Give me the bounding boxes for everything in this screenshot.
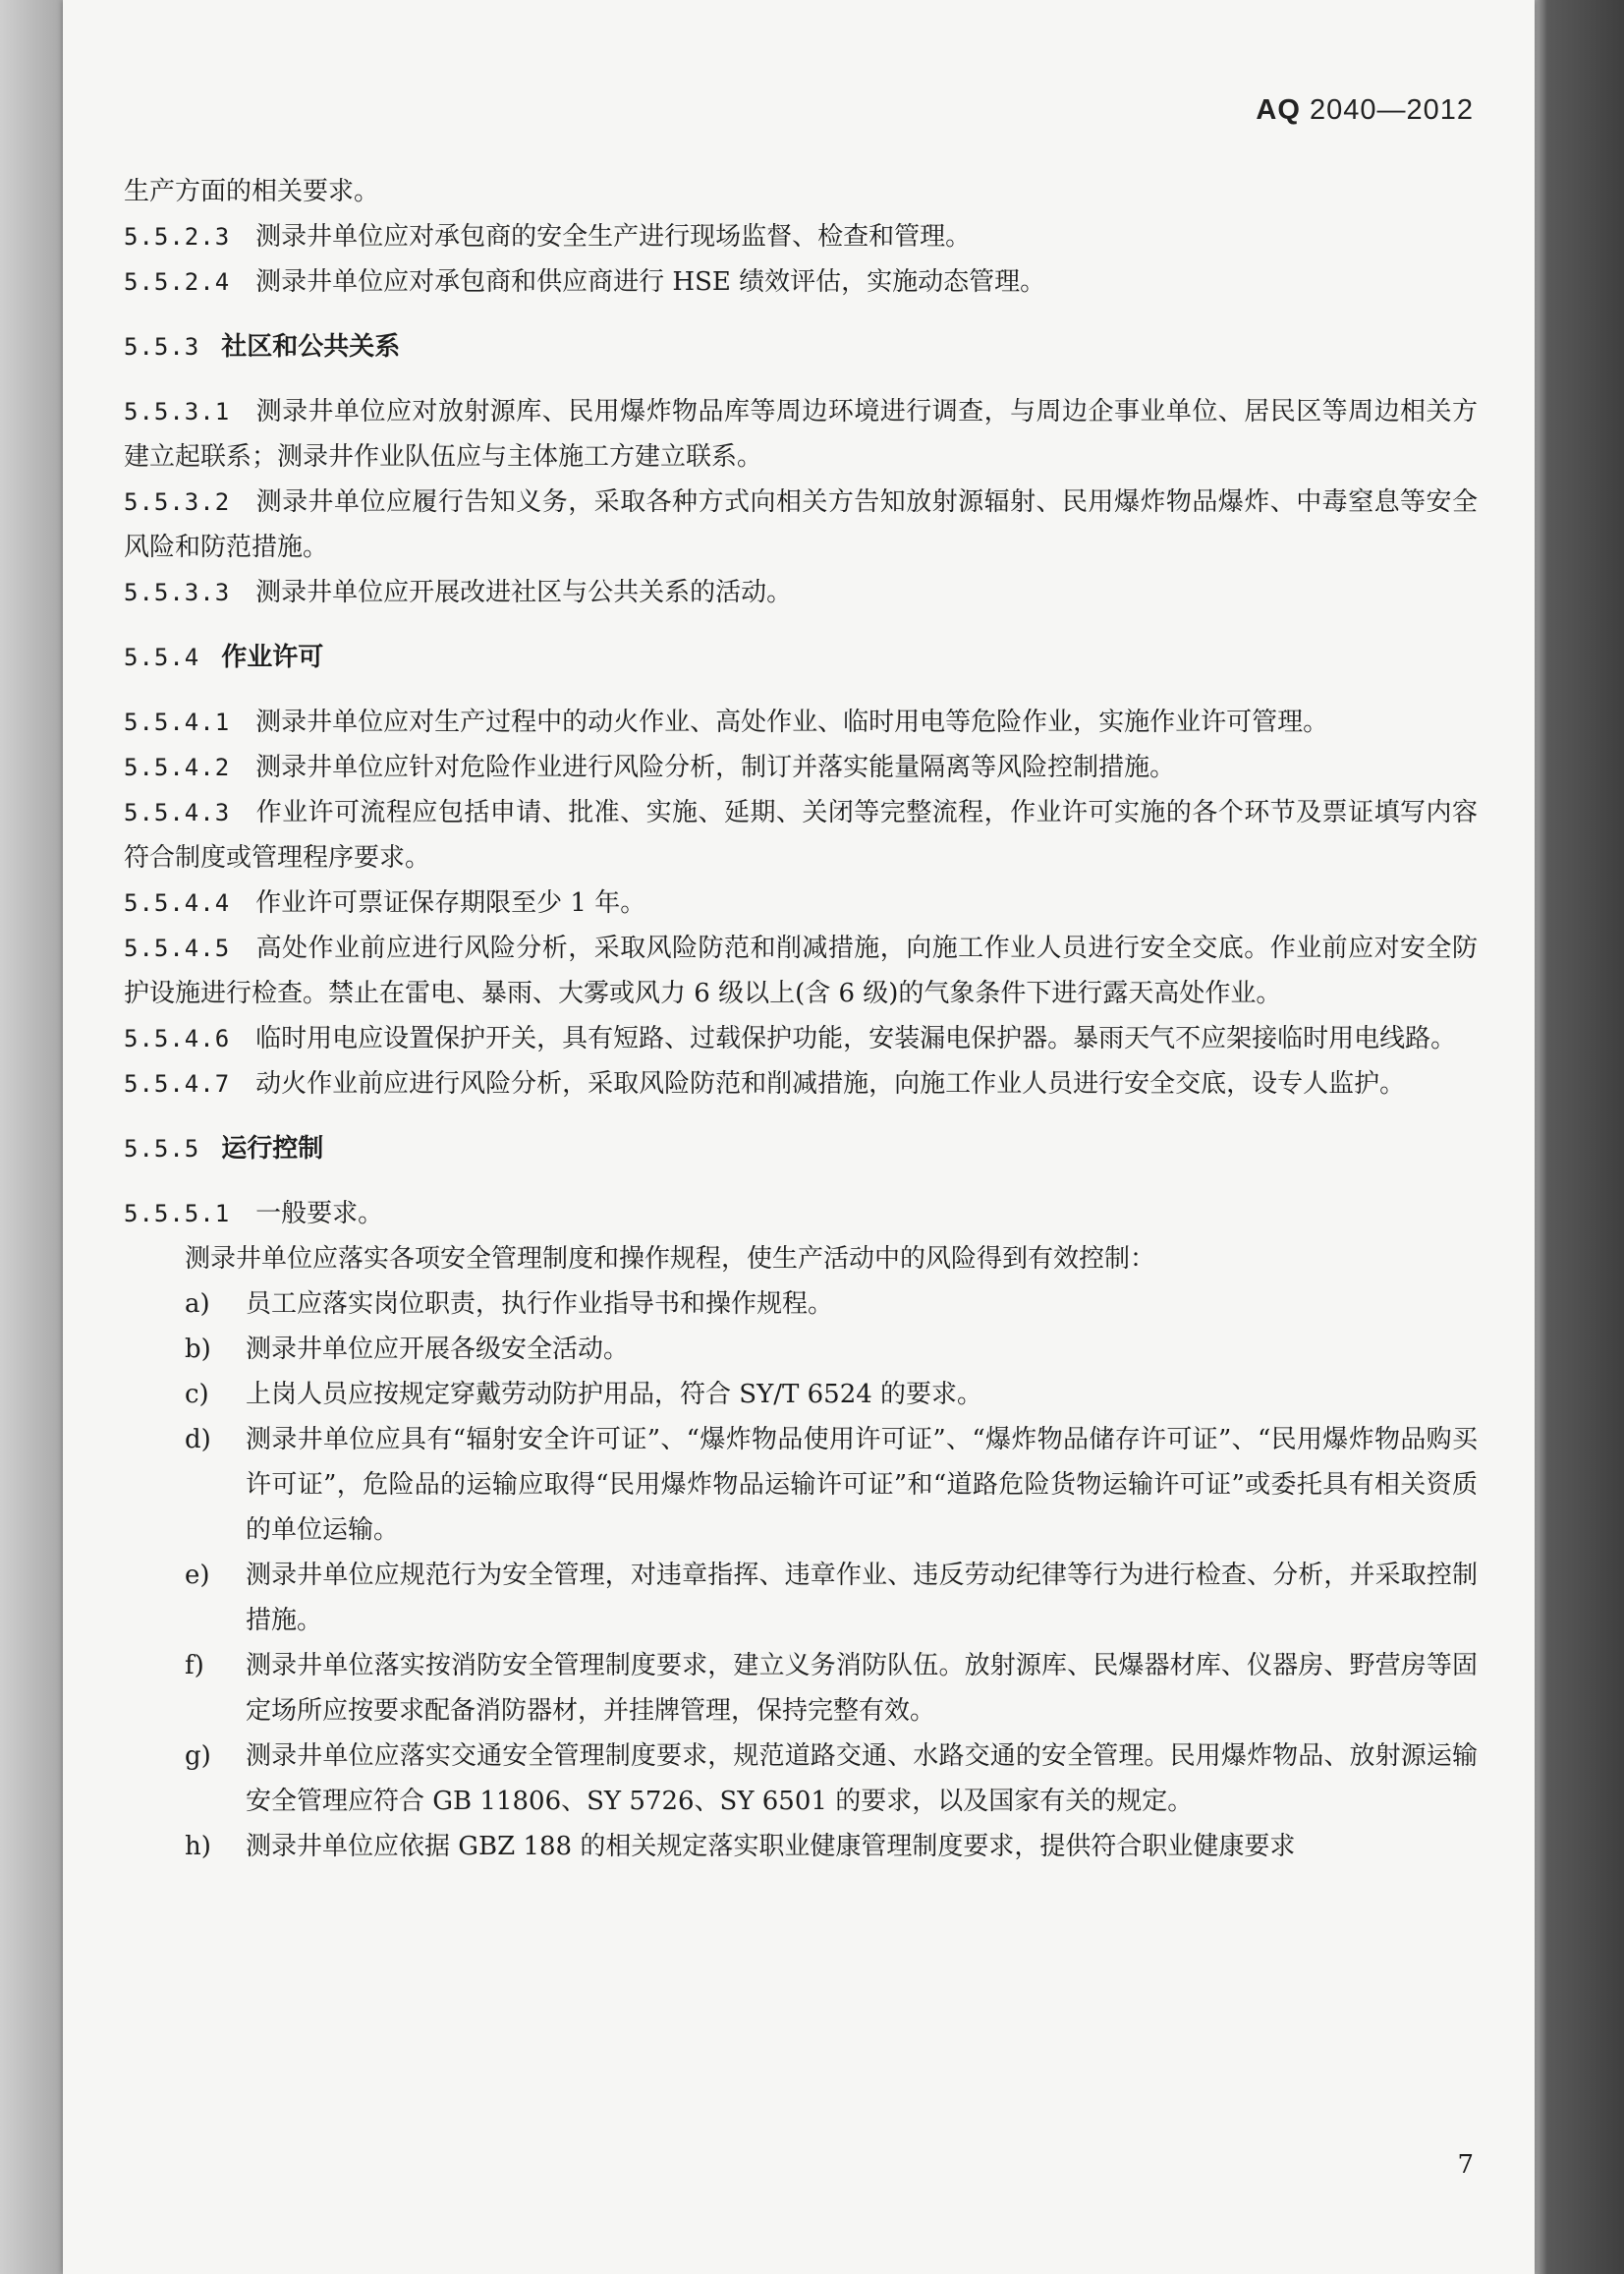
clause-number: 5.5.4.4 <box>124 889 231 917</box>
clause-5-5-3-2 <box>124 480 1478 570</box>
list-marker: d) <box>185 1425 211 1454</box>
list-item-f <box>124 1643 1478 1734</box>
clause-number: 5.5.4.2 <box>124 754 231 781</box>
clause-number: 5.5.5.1 <box>124 1200 231 1227</box>
clause-number: 5.5.4.7 <box>124 1070 231 1098</box>
section-title: 作业许可 <box>221 643 324 672</box>
clause-5-5-3-3 <box>124 570 1478 615</box>
clause-5-5-2-3 <box>124 214 1478 259</box>
list-marker: a) <box>185 1289 210 1319</box>
clause-5-5-4-3 <box>124 790 1478 881</box>
clause-text: 动火作业前应进行风险分析，采取风险防范和削减措施，向施工作业人员进行安全交底，设专人监护。 <box>255 1069 1406 1099</box>
section-heading-5-5-5 <box>124 1126 1478 1171</box>
clause-text: 测录井单位应履行告知义务，采取各种方式向相关方告知放射源辐射、民用爆炸物品爆炸、中毒窒息等安全风险和防范措施。 <box>124 487 1478 562</box>
list-item-h <box>124 1824 1478 1869</box>
list-text: 上岗人员应按规定穿戴劳动防护用品，符合 SY/T 6524 的要求。 <box>246 1380 983 1409</box>
list-marker: f) <box>185 1651 204 1680</box>
section-number: 5.5.3 <box>124 333 200 361</box>
list-item-g <box>124 1734 1478 1824</box>
list-marker: g) <box>185 1741 211 1771</box>
clause-5-5-5-1-body: 测录井单位应落实各项安全管理制度和操作规程，使生产活动中的风险得到有效控制： <box>185 1244 1156 1274</box>
list-marker: c) <box>185 1380 209 1409</box>
list-text: 测录井单位应具有“辐射安全许可证”、“爆炸物品使用许可证”、“爆炸物品储存许可证”、“民用爆炸物品购买许可证”，危险品的运输应取得“民用爆炸物品运输许可证”和“道路危险货物运输许可证”或委托具有相关资质的单位运输。 <box>246 1425 1478 1545</box>
clause-text: 测录井单位应对放射源库、民用爆炸物品库等周边环境进行调查，与周边企事业单位、居民区等周边相关方建立起联系；测录井作业队伍应与主体施工方建立联系。 <box>124 397 1478 472</box>
clause-number: 5.5.4.1 <box>124 709 231 736</box>
clause-number: 5.5.4.5 <box>124 935 231 962</box>
section-heading-5-5-3 <box>124 324 1478 370</box>
section-title: 运行控制 <box>221 1134 324 1164</box>
clause-number: 5.5.4.3 <box>124 799 231 826</box>
list-text: 测录井单位应落实交通安全管理制度要求，规范道路交通、水路交通的安全管理。民用爆炸物品、放射源运输安全管理应符合 GB 11806、SY 5726、SY 6501 的要求，以及国家有关的规定。 <box>246 1741 1478 1816</box>
clause-text: 测录井单位应对生产过程中的动火作业、高处作业、临时用电等危险作业，实施作业许可管理。 <box>255 708 1329 737</box>
section-title: 社区和公共关系 <box>221 332 401 362</box>
section-heading-5-5-4 <box>124 635 1478 680</box>
list-marker: b) <box>185 1335 211 1364</box>
clause-text: 测录井单位应针对危险作业进行风险分析，制订并落实能量隔离等风险控制措施。 <box>255 753 1176 782</box>
list-text: 测录井单位应依据 GBZ 188 的相关规定落实职业健康管理制度要求，提供符合职业健康要求 <box>246 1832 1296 1861</box>
clause-text: 临时用电应设置保护开关，具有短路、过载保护功能，安装漏电保护器。暴雨天气不应架接临时用电线路。 <box>255 1024 1457 1053</box>
list-text: 测录井单位应规范行为安全管理，对违章指挥、违章作业、违反劳动纪律等行为进行检查、分析，并采取控制措施。 <box>246 1561 1478 1635</box>
list-item-e <box>124 1553 1478 1643</box>
clause-text: 作业许可票证保存期限至少 1 年。 <box>255 888 646 918</box>
list-item-b <box>124 1327 1478 1372</box>
clause-5-5-4-2 <box>124 745 1478 790</box>
clause-number: 5.5.3.2 <box>124 488 231 516</box>
document-body <box>124 169 1478 1869</box>
clause-number: 5.5.2.3 <box>124 223 231 251</box>
clause-text: 测录井单位应对承包商的安全生产进行现场监督、检查和管理。 <box>255 222 972 252</box>
section-number: 5.5.4 <box>124 644 200 671</box>
clause-5-5-2-4 <box>124 259 1478 305</box>
clause-number: 5.5.3.3 <box>124 579 231 606</box>
clause-5-5-4-5 <box>124 926 1478 1016</box>
list-text: 测录井单位应开展各级安全活动。 <box>246 1335 630 1364</box>
section-number: 5.5.5 <box>124 1135 200 1163</box>
list-text: 测录井单位落实按消防安全管理制度要求，建立义务消防队伍。放射源库、民爆器材库、仪器房、野营房等固定场所应按要求配备消防器材，并挂牌管理，保持完整有效。 <box>246 1651 1478 1726</box>
clause-text: 测录井单位应开展改进社区与公共关系的活动。 <box>255 578 793 607</box>
clause-5-5-4-1 <box>124 700 1478 745</box>
list-marker: h) <box>185 1832 211 1861</box>
clause-5-5-3-1 <box>124 389 1478 480</box>
clause-number: 5.5.3.1 <box>124 398 231 426</box>
continued-paragraph: 生产方面的相关要求。 <box>124 177 380 206</box>
document-page <box>63 0 1535 2274</box>
clause-5-5-5-1 <box>124 1191 1478 1236</box>
list-item-c <box>124 1372 1478 1417</box>
clause-5-5-4-7 <box>124 1061 1478 1107</box>
clause-number: 5.5.4.6 <box>124 1025 231 1052</box>
clause-text: 测录井单位应对承包商和供应商进行 HSE 绩效评估，实施动态管理。 <box>255 267 1046 297</box>
standard-header <box>1256 94 1474 127</box>
clause-number: 5.5.2.4 <box>124 268 231 296</box>
clause-text: 一般要求。 <box>255 1199 384 1228</box>
list-item-a <box>124 1281 1478 1327</box>
clause-5-5-4-4 <box>124 881 1478 926</box>
clause-text: 作业许可流程应包括申请、批准、实施、延期、关闭等完整流程，作业许可实施的各个环节及票证填写内容符合制度或管理程序要求。 <box>124 798 1478 873</box>
clause-text: 高处作业前应进行风险分析，采取风险防范和削减措施，向施工作业人员进行安全交底。作业前应对安全防护设施进行检查。禁止在雷电、暴雨、大雾或风力 6 级以上(含 6 级)的气象条件下进行露天高处作业。 <box>124 934 1478 1008</box>
standard-number: 2040—2012 <box>1309 94 1474 126</box>
clause-5-5-4-6 <box>124 1016 1478 1061</box>
list-marker: e) <box>185 1561 210 1590</box>
page-number: 7 <box>1457 2150 1474 2180</box>
list-text: 员工应落实岗位职责，执行作业指导书和操作规程。 <box>246 1289 834 1319</box>
standard-code: AQ <box>1256 94 1301 126</box>
list-item-d <box>124 1417 1478 1553</box>
